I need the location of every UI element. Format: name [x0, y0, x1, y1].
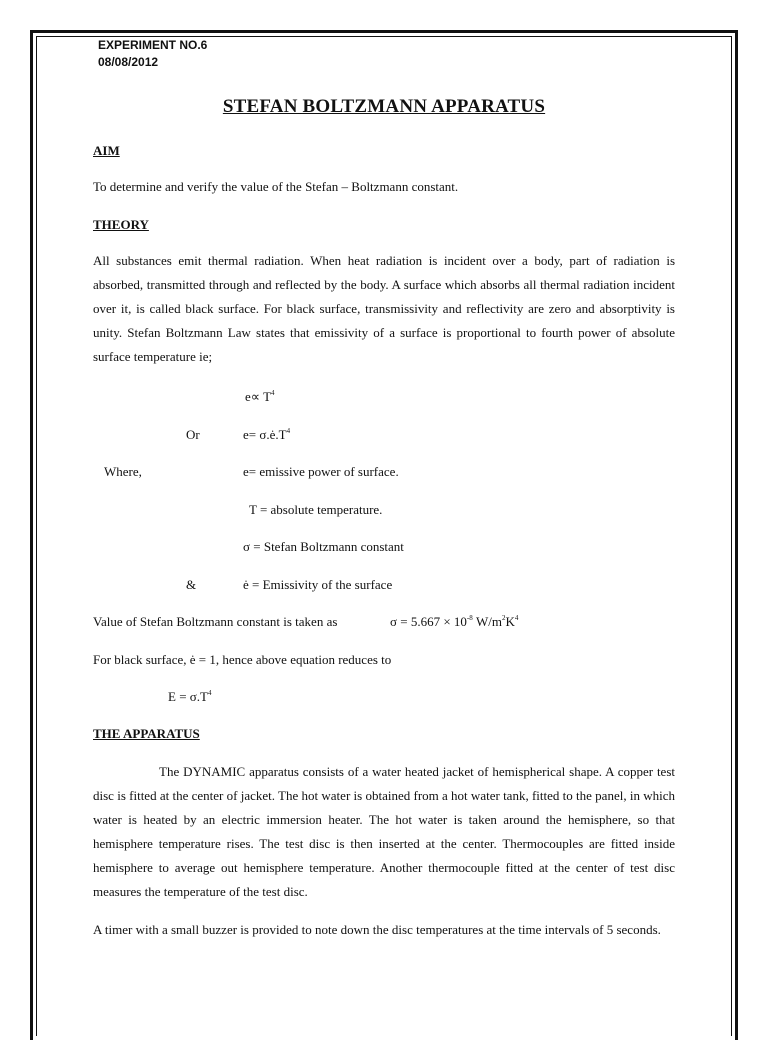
apparatus-paragraph-1: The DYNAMIC apparatus consists of a water heated jacket of hemispherical shape. A copper test disc is fitted at the center of jacket. The hot water is obtained from a hot water tank, fitted to the panel, in which water is heated by an electric immersion heater. The hot water is taken around the hemisphere, so that hemisphere temperature rises. The test disc is then inserted at the center. Thermocouples are fitted inside hemisphere to average out hemisphere temperature. Another thermocouple fitted at the center of test disc measures the temperature of the test disc.	[93, 764, 675, 899]
equation-emissive: $e= \sigma.ė.T^4$	[243, 427, 291, 442]
aim-heading: AIM	[93, 143, 120, 158]
aim-text: To determine and verify the value of the Stefan – Boltzmann constant.	[93, 179, 459, 194]
page-title: STEFAN BOLTZMANN APPARATUS	[222, 96, 546, 117]
ampersand-label: &	[186, 577, 197, 592]
definition-emissivity: ė = Emissivity of the surface	[243, 577, 393, 592]
theory-paragraph: All substances emit thermal radiation. When heat radiation is incident over a body, part of radiation is absorbed, transmitted through and reflected by the body. A surface which absorbs all thermal radiation incident over it, is called black surface. For black surface, transmissivity and reflectivity are zero and absorptivity is unity. Stefan Boltzmann Law states that emissivity of a surface is proportional to fourth power of absolute surface temperature ie;	[93, 253, 675, 364]
or-label: Or	[186, 427, 200, 442]
definition-t: T = absolute temperature.	[249, 502, 383, 517]
constant-value-text: Value of Stefan Boltzmann constant is taken as	[93, 614, 338, 629]
theory-heading: THEORY	[93, 217, 149, 232]
equation-black-body: $E = \sigma.T^4$	[168, 689, 212, 704]
apparatus-paragraph-2: A timer with a small buzzer is provided to note down the disc temperatures at the time intervals of 5 seconds.	[93, 922, 661, 937]
black-surface-text: For black surface, ė = 1, hence above equation reduces to	[93, 652, 392, 667]
where-label: Where,	[104, 464, 142, 479]
equation-proportional: $e\propto T^4$	[245, 389, 275, 404]
constant-value-equation: $\sigma = 5.667 \times 10^{-8}$ $W/m^2K^4$	[390, 614, 519, 629]
definition-sigma: σ = Stefan Boltzmann constant	[243, 539, 404, 554]
apparatus-heading: THE APPARATUS	[93, 726, 200, 741]
definition-e: e= emissive power of surface.	[243, 464, 399, 479]
experiment-date: 08/08/2012	[98, 55, 159, 69]
experiment-number: EXPERIMENT NO.6	[98, 38, 208, 52]
